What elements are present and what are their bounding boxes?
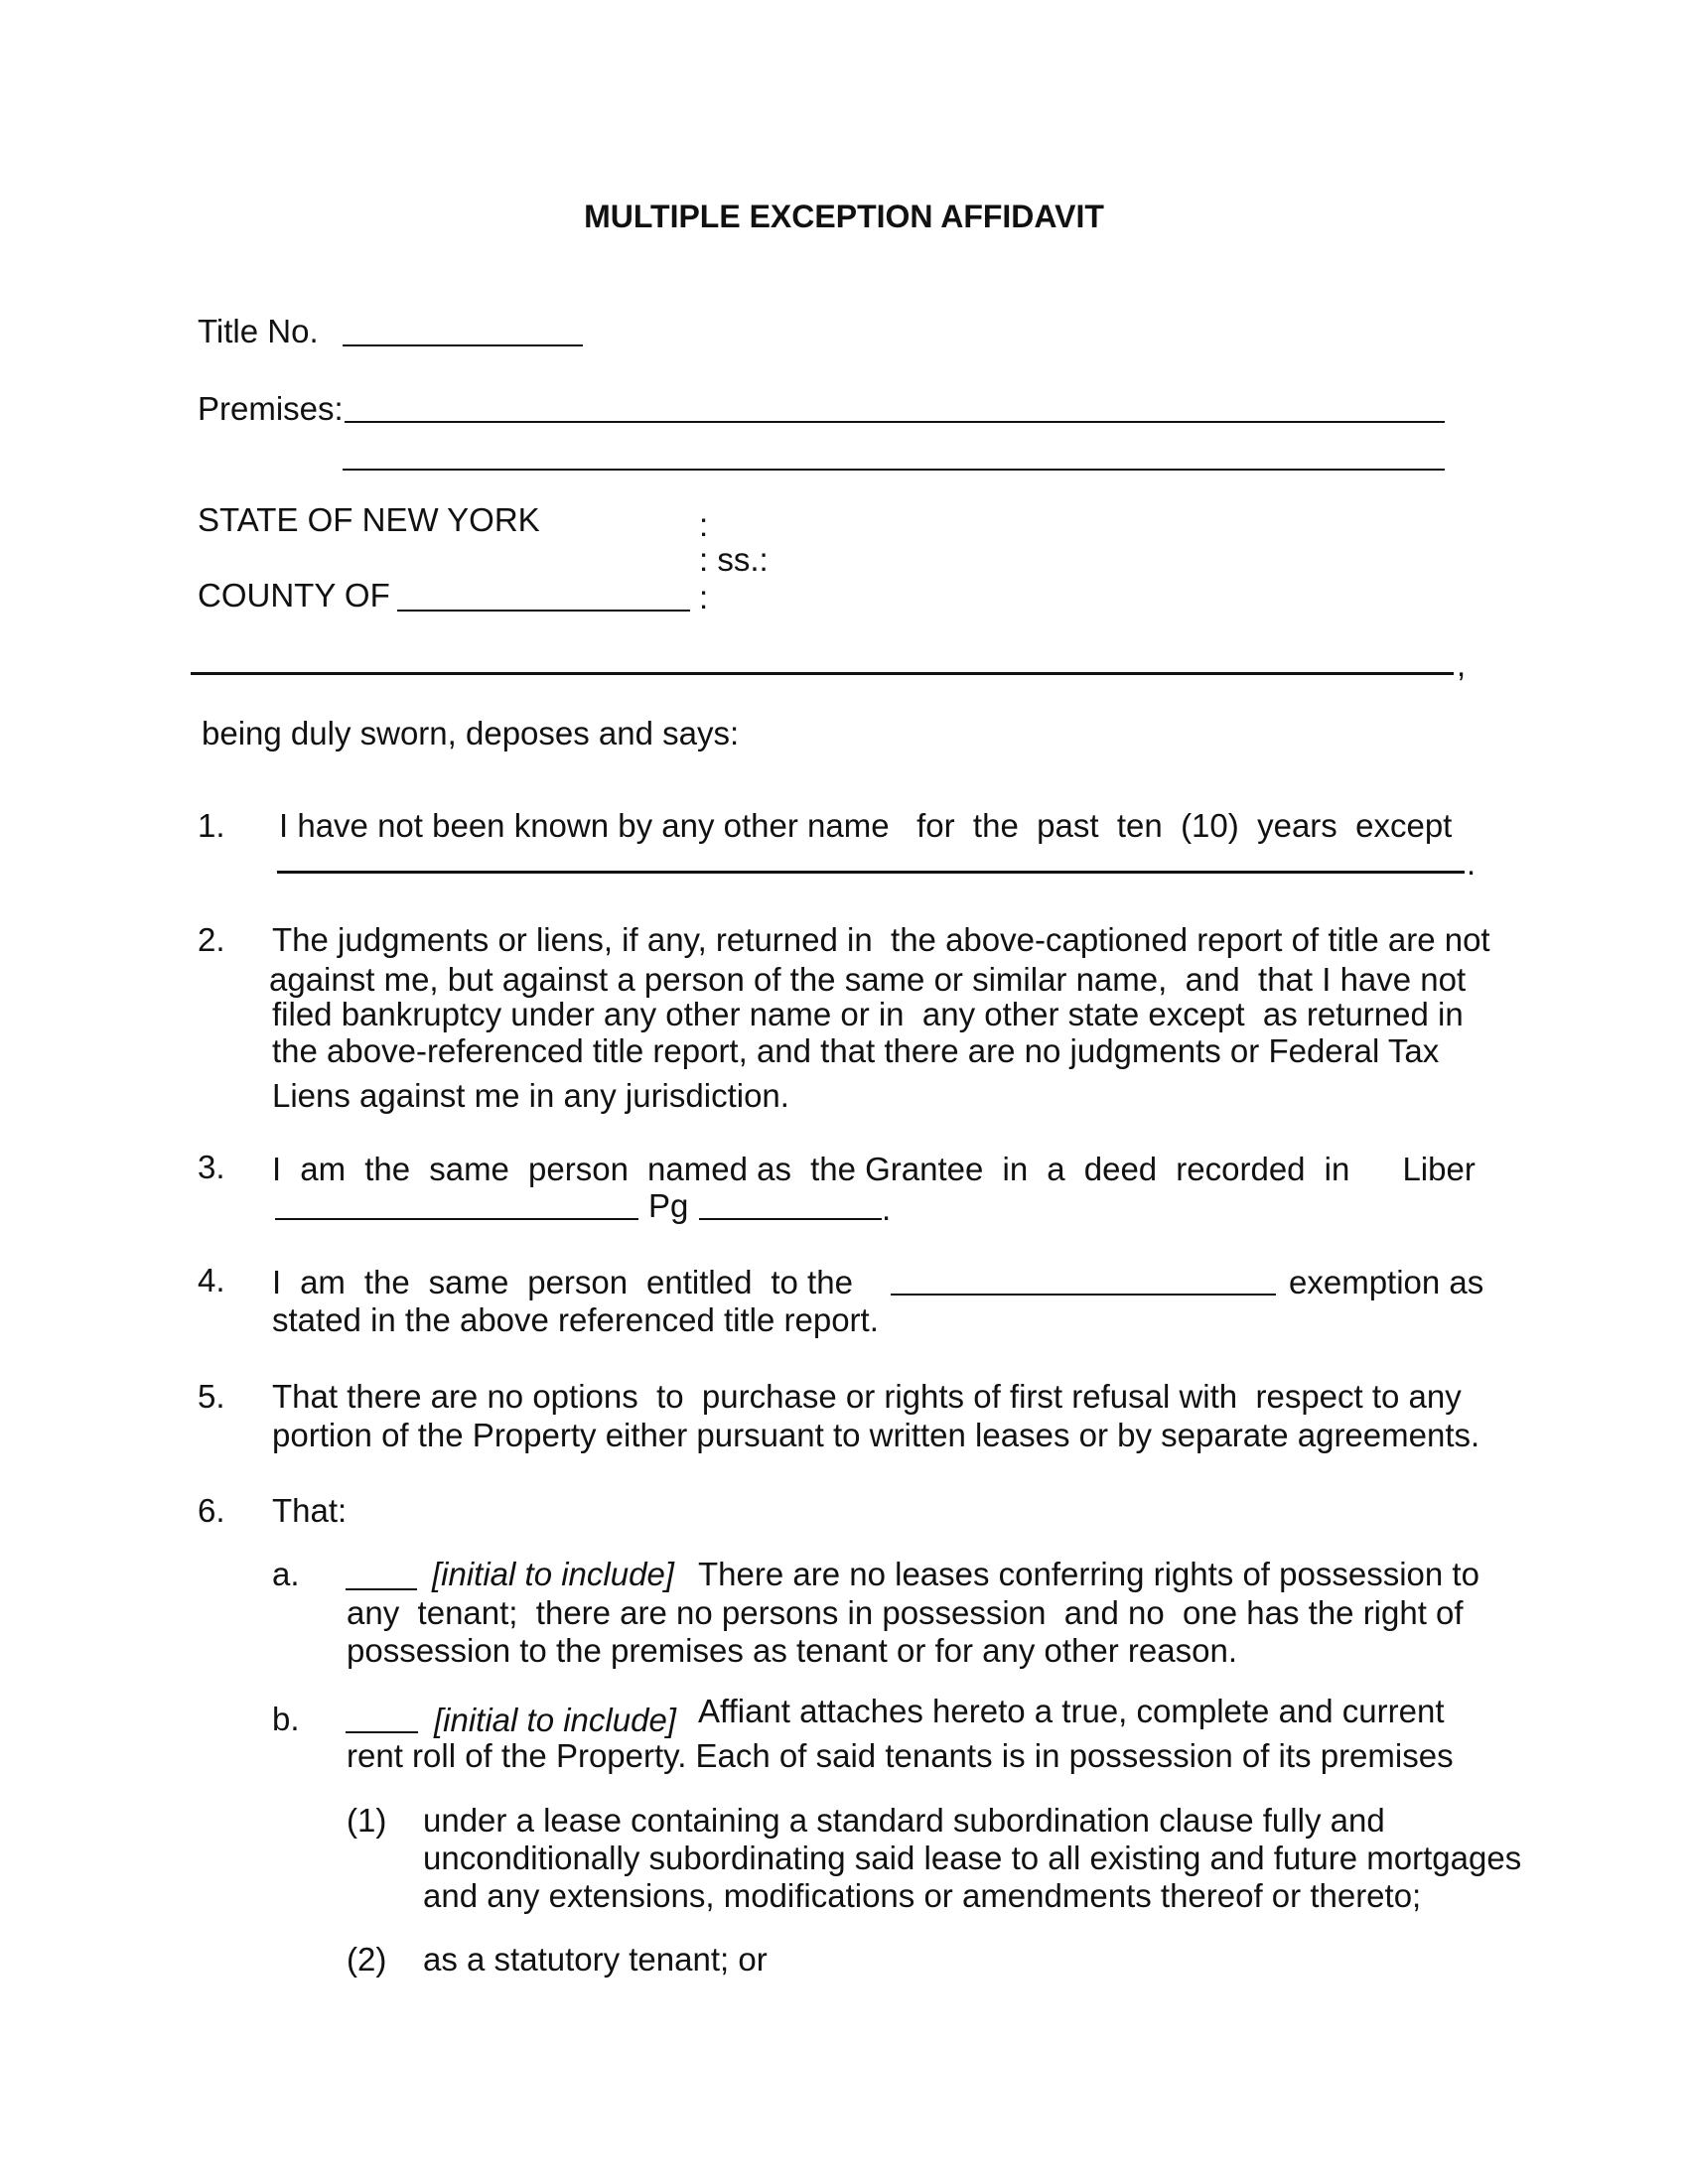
item-3-word: a [1047, 1151, 1065, 1187]
item-3-word: in [1002, 1151, 1029, 1187]
sub-a-line-1: There are no leases conferring rights of possession to [698, 1556, 1479, 1592]
item-3-word: person [528, 1151, 629, 1187]
item-4-line-1 [272, 1264, 853, 1301]
item-3-word: the [364, 1151, 411, 1187]
sworn-statement: being duly sworn, deposes and says: [202, 715, 740, 751]
item-2-line-1: The judgments or liens, if any, returned in the above-captioned report of title are not [272, 921, 1490, 958]
sub-b1-label: (1) [347, 1802, 387, 1839]
item-4-line-2: stated in the above referenced title report. [272, 1301, 879, 1338]
item-2-line-5: Liens against me in any jurisdiction. [272, 1077, 789, 1114]
item-1-number: 1. [198, 807, 225, 844]
sub-b2-text: as a statutory tenant; or [423, 1941, 768, 1978]
item-3-word: Liber [1402, 1151, 1476, 1187]
item-3-word: recorded [1176, 1151, 1306, 1187]
item-2-line-4: the above-referenced title report, and that there are no judgments or Federal Tax [272, 1032, 1440, 1069]
sub-a-line-2: any tenant; there are no persons in possession and no one has the right of [347, 1594, 1464, 1631]
premises-field-line-1[interactable] [345, 421, 1445, 423]
item-2-line-2: against me, but against a person of the same or similar name, and that I have not [269, 961, 1467, 998]
sub-b-initial-field[interactable] [346, 1731, 418, 1733]
title-no-label: Title No. [198, 313, 319, 349]
sub-b1-line-2: unconditionally subordinating said lease to all existing and future mortgages [423, 1840, 1522, 1876]
item-5-line-1: That there are no options to purchase or rights of first refusal with respect to any [272, 1378, 1462, 1415]
liber-field[interactable] [275, 1218, 638, 1220]
item-3-word: in [1324, 1151, 1350, 1187]
page-field[interactable] [699, 1218, 882, 1220]
item-2-number: 2. [198, 921, 225, 958]
exemption-label: exemption as [1289, 1264, 1484, 1300]
sub-a-initial-field[interactable] [346, 1588, 417, 1590]
sub-b-line-1: Affiant attaches hereto a true, complete and current [698, 1693, 1445, 1729]
item-3-word: I [272, 1151, 282, 1187]
item-2-line-3: filed bankruptcy under any other name or in any other state except as returned in [272, 996, 1464, 1032]
item-3-word: same [429, 1151, 509, 1187]
item-4-word: the [363, 1264, 410, 1300]
affiant-comma: , [1457, 646, 1467, 683]
item-3-word: the Grantee [810, 1151, 984, 1187]
sub-b1-line-3: and any extensions, modifications or amendments thereof or thereto; [423, 1877, 1422, 1914]
sub-b2-label: (2) [347, 1941, 387, 1978]
sub-a-line-3: possession to the premises as tenant or for any other reason. [347, 1632, 1237, 1669]
premises-label: Premises: [198, 390, 344, 427]
sub-b-initial-note [434, 1702, 676, 1739]
venue-colon-1: : [699, 506, 709, 543]
page-title: MULTIPLE EXCEPTION AFFIDAVIT [584, 199, 1104, 234]
item-4-word: I [272, 1264, 282, 1300]
item-3-word: named as [647, 1151, 791, 1187]
item-3-line-1 [272, 1151, 1476, 1188]
sub-b-initial-text: [initial to include] [434, 1702, 676, 1738]
affiant-name-field[interactable] [191, 672, 1454, 675]
item-6-number: 6. [198, 1492, 225, 1529]
item-5-number: 5. [198, 1378, 225, 1415]
item-4-word: person [527, 1264, 629, 1300]
item-3-number: 3. [198, 1149, 225, 1185]
ss-label: : ss.: [699, 541, 769, 578]
item-3-period: . [882, 1190, 892, 1227]
sub-a-initial-note [432, 1556, 674, 1593]
state-label: STATE OF NEW YORK [198, 501, 540, 538]
venue-colon-3: : [699, 579, 709, 615]
item-4-number: 4. [198, 1262, 225, 1298]
item-4-word: same [428, 1264, 509, 1300]
item-1-period: . [1467, 845, 1477, 882]
item-4-word: to the [771, 1264, 853, 1300]
item-4-word: entitled [646, 1264, 753, 1300]
sub-b1-line-1: under a lease containing a standard subordination clause fully and [423, 1802, 1385, 1839]
item-4-word: am [300, 1264, 346, 1300]
item-5-line-2: portion of the Property either pursuant to written leases or by separate agreements. [272, 1417, 1480, 1453]
county-field[interactable] [397, 610, 690, 612]
item-1-text: I have not been known by any other name for the past ten (10) years except [279, 807, 1453, 844]
item-6-text: That: [272, 1492, 348, 1529]
title-no-field[interactable] [343, 344, 583, 346]
sub-a-label: a. [272, 1556, 300, 1592]
premises-field-line-2[interactable] [343, 469, 1445, 471]
item-3-word: deed [1083, 1151, 1158, 1187]
other-names-field[interactable] [277, 871, 1465, 874]
county-label: COUNTY OF [198, 577, 390, 614]
exemption-field[interactable] [891, 1294, 1276, 1296]
item-3-word: am [300, 1151, 347, 1187]
sub-b-line-2: rent roll of the Property. Each of said tenants is in possession of its premises [347, 1737, 1454, 1774]
pg-label: Pg [648, 1187, 689, 1224]
sub-a-initial-text: [initial to include] [432, 1556, 674, 1592]
sub-b-label: b. [272, 1701, 300, 1737]
